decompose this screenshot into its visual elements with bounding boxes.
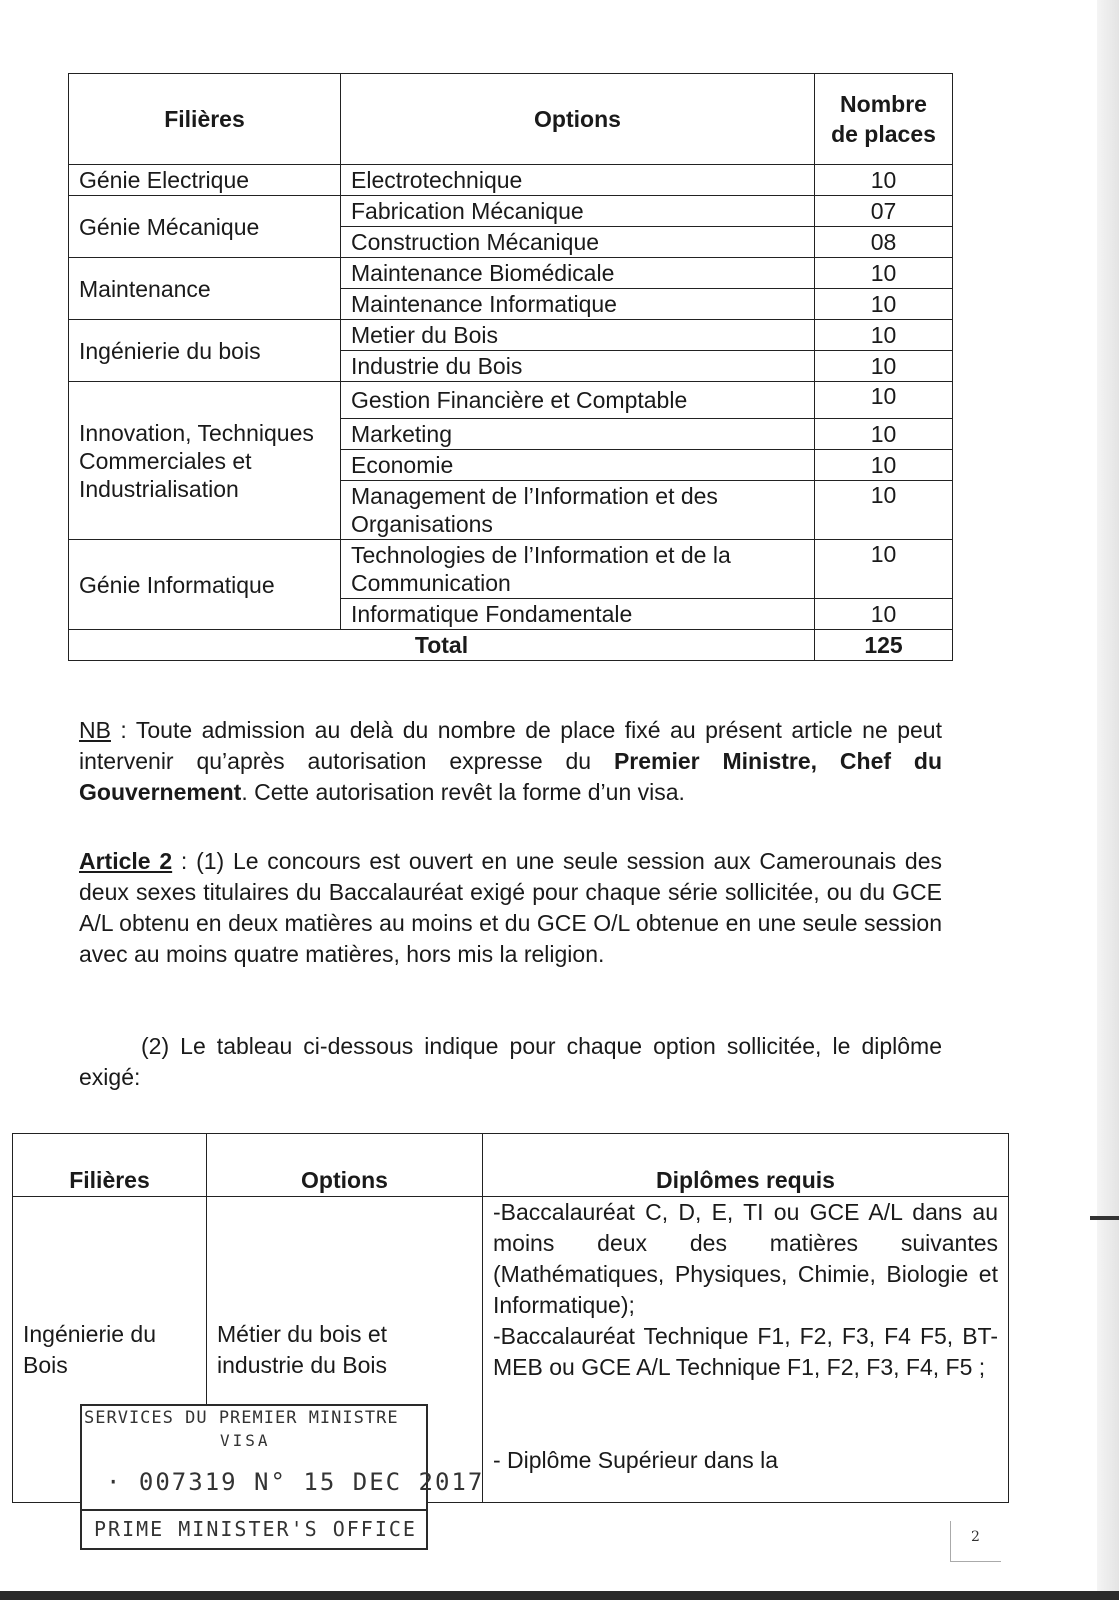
diplomas-cell [483, 1197, 1009, 1503]
article-2-subparagraph [79, 1031, 942, 1093]
table-row [69, 382, 953, 419]
stamp-line-2: VISA [220, 1431, 271, 1450]
header-options: Options [341, 74, 815, 165]
option-cell: Construction Mécanique [341, 227, 815, 258]
filiere-cell: Génie Informatique [69, 540, 341, 630]
places-cell: 10 [815, 599, 953, 630]
places-cell: 10 [815, 450, 953, 481]
header-diplomes: Diplômes requis [483, 1134, 1009, 1197]
places-cell: 10 [815, 481, 953, 540]
option-cell: Métier du bois et industrie du Bois [207, 1197, 483, 1503]
option-cell: Technologies de l’Information et de la Communication [341, 540, 815, 599]
places-cell: 07 [815, 196, 953, 227]
places-cell: 10 [815, 540, 953, 599]
scan-bottom-edge [0, 1591, 1119, 1600]
option-cell: Maintenance Biomédicale [341, 258, 815, 289]
page-number: 2 [971, 1529, 980, 1545]
header-filieres: Filières [13, 1134, 207, 1197]
filiere-cell: Génie Mécanique [69, 196, 341, 258]
table-header-row [13, 1134, 1009, 1197]
option-cell: Management de l’Information et des Organisations [341, 481, 815, 540]
page-edge [1097, 0, 1119, 1600]
article-2-label: Article 2 [79, 848, 173, 874]
table-row [69, 258, 953, 289]
header-filieres: Filières [69, 74, 341, 165]
option-cell: Gestion Financière et Comptable [341, 382, 815, 419]
option-cell: Economie [341, 450, 815, 481]
filiere-cell: Ingénierie du bois [69, 320, 341, 382]
nb-paragraph [79, 715, 942, 808]
total-label: Total [69, 630, 815, 661]
header-options: Options [207, 1134, 483, 1197]
article-2-p2-text: (2) Le tableau ci-dessous indique pour chaque option sollicitée, le diplôme exigé: [79, 1033, 942, 1090]
scan-mark [1090, 1216, 1119, 1220]
total-row [69, 630, 953, 661]
places-cell: 10 [815, 419, 953, 450]
table-row [69, 165, 953, 196]
filiere-cell: Innovation, Techniques Commerciales et Industrialisation [69, 382, 341, 540]
nb-label: NB [79, 717, 111, 743]
places-cell: 10 [815, 165, 953, 196]
article-2-text: : (1) Le concours est ouvert en une seule session aux Camerounais des deux sexes titulaires du Baccalauréat exigé pour chaque série sollicitée, ou du GCE A/L obtenu en deux matières au moins et du GCE O/L obtenue en une seule session avec au moins quatre matières, hors mis la religion. [79, 848, 943, 967]
page-number-box [950, 1521, 1001, 1562]
places-table [68, 73, 953, 661]
filiere-cell: Génie Electrique [69, 165, 341, 196]
option-cell: Industrie du Bois [341, 351, 815, 382]
nb-text-b: . Cette autorisation revêt la forme d’un visa. [241, 779, 685, 805]
diploma-req-1: -Baccalauréat C, D, E, TI ou GCE A/L dans au moins deux des matières suivantes (Mathématiques, Physiques, Chimie, Biologie et Informatique); [493, 1199, 998, 1318]
diploma-req-3: - Diplôme Supérieur dans la [493, 1447, 779, 1473]
option-cell: Fabrication Mécanique [341, 196, 815, 227]
option-cell: Electrotechnique [341, 165, 815, 196]
table-row [69, 320, 953, 351]
visa-stamp [80, 1404, 485, 1547]
total-value: 125 [815, 630, 953, 661]
stamp-line-3: · 007319 N° 15 DEC 2017 [106, 1468, 485, 1496]
filiere-cell: Ingénierie du Bois [13, 1197, 207, 1503]
article-2-paragraph [79, 846, 942, 970]
table-row [69, 540, 953, 599]
stamp-line-4: PRIME MINISTER'S OFFICE [94, 1517, 417, 1541]
places-cell: 10 [815, 320, 953, 351]
table-header-row [69, 74, 953, 165]
filiere-cell: Maintenance [69, 258, 341, 320]
option-cell: Metier du Bois [341, 320, 815, 351]
places-cell: 10 [815, 289, 953, 320]
nb-bold: Premier Ministre, Chef du Gouvernement [79, 748, 942, 805]
table-row [69, 196, 953, 227]
places-cell: 08 [815, 227, 953, 258]
header-places: Nombre de places [815, 74, 953, 165]
stamp-line-1: SERVICES DU PREMIER MINISTRE [84, 1408, 399, 1428]
option-cell: Marketing [341, 419, 815, 450]
places-cell: 10 [815, 258, 953, 289]
option-cell: Informatique Fondamentale [341, 599, 815, 630]
places-cell: 10 [815, 351, 953, 382]
diploma-req-2: -Baccalauréat Technique F1, F2, F3, F4 F5, BT-MEB ou GCE A/L Technique F1, F2, F3, F4, F5 ; [493, 1323, 998, 1380]
nb-text-a: : Toute admission au delà du nombre de place fixé au présent article ne peut intervenir qu’après autorisation expresse du [79, 717, 942, 774]
option-cell: Maintenance Informatique [341, 289, 815, 320]
places-cell: 10 [815, 382, 953, 419]
